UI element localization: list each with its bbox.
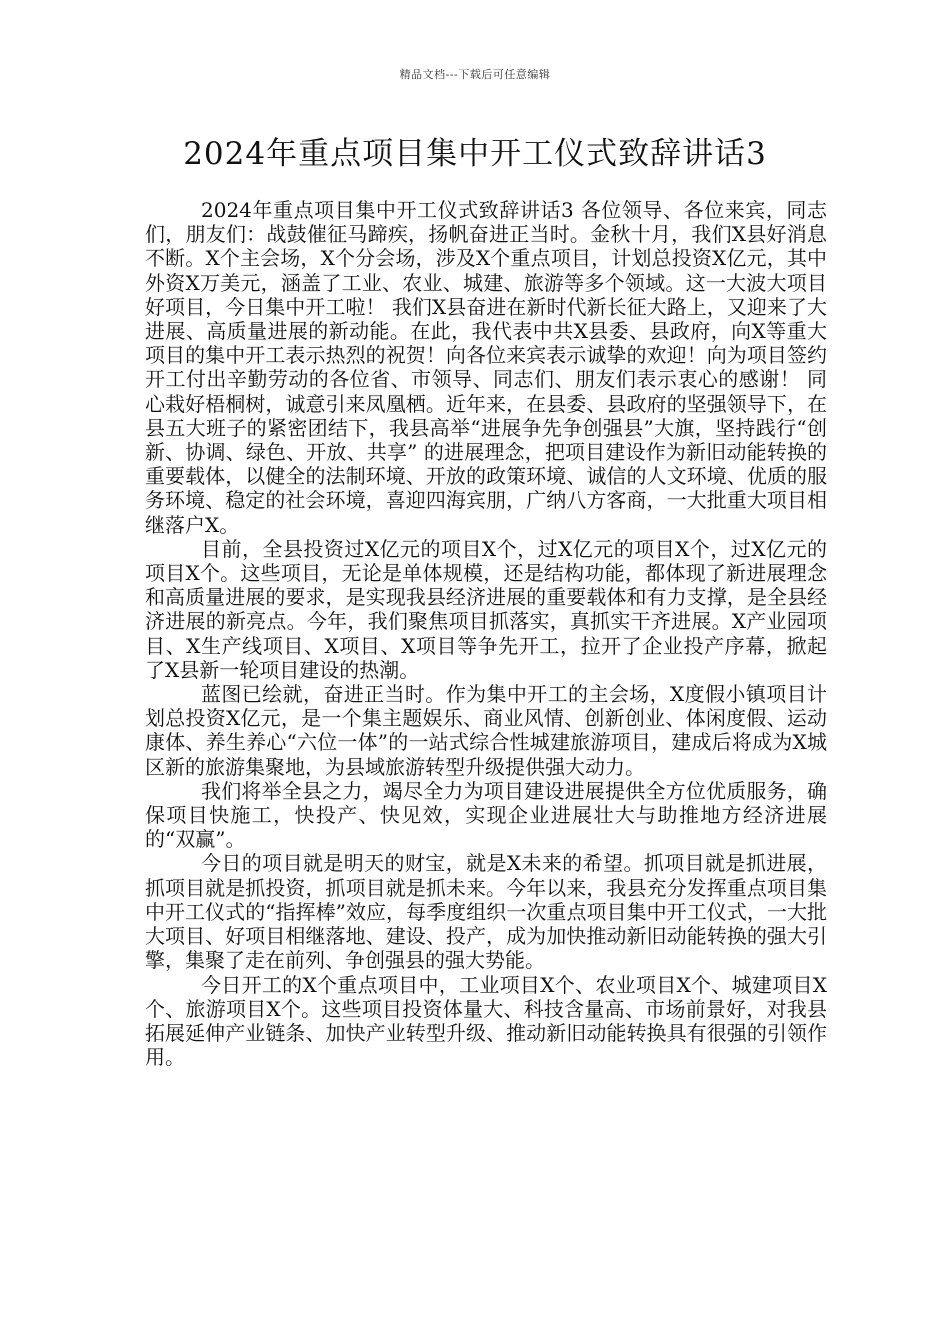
paragraph-4: 我们将举全县之力，竭尽全力为项目建设进展提供全方位优质服务，确保项目快施工，快投产、快见效，实现企业进展壮大与助推地方经济进展的“双赢”。: [145, 778, 827, 852]
header-note: 精品文档---下载后可任意编辑: [399, 68, 551, 81]
paragraph-2: 目前，全县投资过X亿元的项目X个，过X亿元的项目X个，过X亿元的项目X个。这些项目，无论是单体规模，还是结构功能，都体现了新进展理念和高质量进展的要求，是实现我县经济进展的重要载体和有力支撑，是全县经济进展的新亮点。今年，我们聚焦项目抓落实，真抓实干齐进展。X产业园项目、X生产线项目、X项目、X项目等争先开工，拉开了企业投产序幕，掀起了X县新一轮项目建设的热潮。: [145, 536, 827, 682]
document-body: [145, 198, 827, 1069]
paragraph-5: 今日的项目就是明天的财宝，就是X未来的希望。抓项目就是抓进展，抓项目就是抓投资，抓项目就是抓未来。今年以来，我县充分发挥重点项目集中开工仪式的“指挥棒”效应，每季度组织一次重点项目集中开工仪式，一大批大项目、好项目相继落地、建设、投产，成为加快推动新旧动能转换的强大引擎，集聚了走在前列、争创强县的强大势能。: [145, 851, 827, 973]
paragraph-6: 今日开工的X个重点项目中，工业项目X个、农业项目X个、城建项目X个、旅游项目X个。这些项目投资体量大、科技含量高、市场前景好，对我县拓展延伸产业链条、加快产业转型升级、推动新旧动能转换具有很强的引领作用。: [145, 972, 827, 1070]
paragraph-3: 蓝图已绘就，奋进正当时。作为集中开工的主会场，X度假小镇项目计划总投资X亿元，是一个集主题娱乐、商业风情、创新创业、体闲度假、运动康体、养生养心“六位一体”的一站式综合性城建旅游项目，建成后将成为X城区新的旅游集聚地，为县域旅游转型升级提供强大动力。: [145, 682, 827, 779]
paragraph-1: 2024年重点项目集中开工仪式致辞讲话3 各位领导、各位来宾，同志们，朋友们：战鼓催征马蹄疾，扬帆奋进正当时。金秋十月，我们X县好消息不断。X个主会场，X个分会场，涉及X个重点项目，计划总投资X亿元，其中外资X万美元，涵盖了工业、农业、城建、旅游等多个领域。这一大波大项目好项目，今日集中开工啦！ 我们X县奋进在新时代新长征大路上，又迎来了大进展、高质量进展的新动能。在此，我代表中共X县委、县政府，向X等重大项目的集中开工表示热烈的祝贺！向各位来宾表示诚挚的欢迎！向为项目签约开工付出辛勤劳动的各位省、市领导、同志们、朋友们表示衷心的感谢！ 同心栽好梧桐树，诚意引来凤凰栖。近年来，在县委、县政府的坚强领导下，在县五大班子的紧密团结下，我县高举“进展争先争创强县”大旗，坚持践行“创新、协调、绿色、开放、共享” 的进展理念，把项目建设作为新旧动能转换的重要载体，以健全的法制环境、开放的政策环境、诚信的人文环境、优质的服务环境、稳定的社会环境，喜迎四海宾朋，广纳八方客商，一大批重大项目相继落户X。: [145, 198, 827, 537]
document-title: 2024年重点项目集中开工仪式致辞讲话3: [183, 136, 767, 172]
